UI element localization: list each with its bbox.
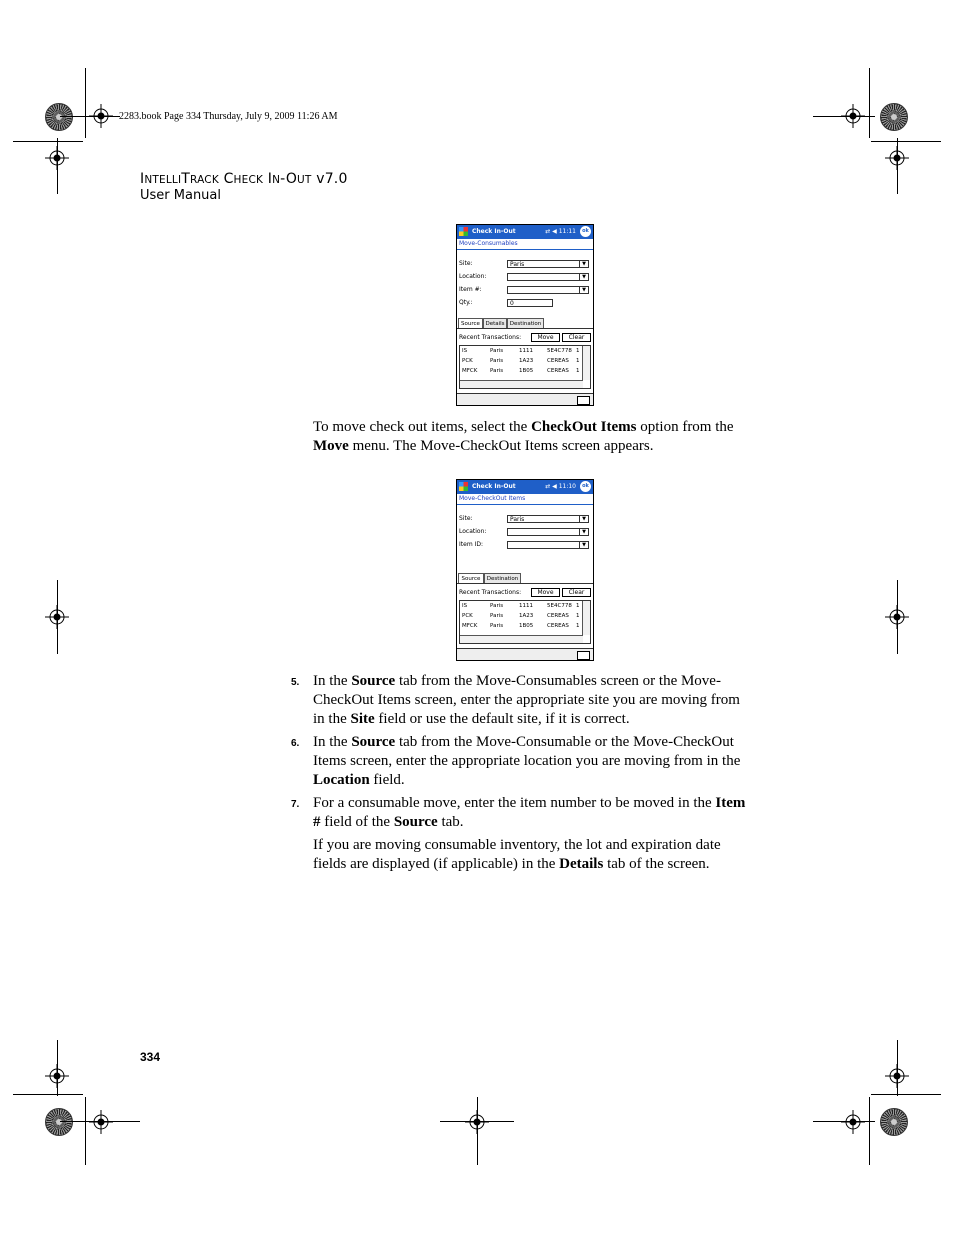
location-label: Location:	[459, 528, 487, 535]
registration-rosette-icon	[45, 1108, 73, 1136]
subtitle-divider	[457, 504, 593, 505]
item-number-label: Item #:	[459, 286, 482, 293]
horizontal-scrollbar[interactable]	[460, 635, 583, 643]
screen-subtitle: Move-CheckOut Items	[459, 495, 526, 502]
title-bar	[457, 480, 593, 494]
tab-details[interactable]: Details	[483, 318, 507, 328]
site-label: Site:	[459, 515, 473, 522]
qty-input[interactable]: 0	[507, 299, 553, 307]
registration-target-icon	[841, 1110, 865, 1134]
step-number: 6.	[291, 738, 300, 749]
item-id-select[interactable]	[507, 541, 589, 549]
device-screenshot-move-checkout-items	[456, 479, 594, 661]
location-select[interactable]	[507, 273, 589, 281]
site-select[interactable]: Paris ▼	[507, 515, 589, 523]
chevron-down-icon: ▼	[579, 261, 588, 267]
windows-start-icon	[459, 227, 468, 236]
move-button[interactable]: Move	[531, 333, 560, 342]
recent-transactions-list[interactable]: IS Paris 1111 5E4C778 1 PCK Paris 1A23 CEREAS 1 MFCK Paris 1B05 CEREAS 1	[459, 345, 591, 389]
location-select[interactable]	[507, 528, 589, 536]
screen-subtitle: Move-Consumables	[459, 240, 518, 247]
registration-target-icon	[89, 1110, 113, 1134]
app-title: Check In-Out	[472, 228, 516, 235]
site-select[interactable]: Paris ▼	[507, 260, 589, 268]
print-info: 2283.book Page 334 Thursday, July 9, 2009 11:26 AM	[119, 111, 338, 122]
registration-rosette-icon	[880, 1108, 908, 1136]
registration-rosette-icon	[880, 103, 908, 131]
windows-start-icon	[459, 482, 468, 491]
site-label: Site:	[459, 260, 473, 267]
status-indicators: ⇄ ◀ 11:11	[545, 228, 576, 235]
clear-button[interactable]: Clear	[562, 588, 591, 597]
step-6-text: In the Source tab from the Move-Consumable or the Move-CheckOut Items screen, enter the appropriate location you are moving from in the Location field.	[313, 734, 741, 788]
tab-strip	[457, 573, 593, 584]
title-bar	[457, 225, 593, 239]
paragraph-checkout-items: To move check out items, select the CheckOut Items option from the Move menu. The Move-CheckOut Items screen appears.	[313, 419, 734, 454]
tab-source[interactable]: Source	[458, 318, 483, 328]
horizontal-scrollbar[interactable]	[460, 380, 583, 388]
chevron-down-icon: ▼	[579, 287, 588, 293]
device-screenshot-move-consumables	[456, 224, 594, 406]
tab-source[interactable]: Source	[458, 573, 484, 583]
registration-rosette-icon	[45, 103, 73, 131]
crop-line	[813, 1121, 875, 1122]
vertical-scrollbar[interactable]	[582, 346, 590, 380]
registration-target-icon	[885, 605, 909, 629]
page-number: 334	[140, 1050, 161, 1064]
registration-target-icon	[885, 146, 909, 170]
step-number: 7.	[291, 799, 300, 810]
ok-button[interactable]: ok	[580, 481, 591, 492]
ok-button[interactable]: ok	[580, 226, 591, 237]
clear-button[interactable]: Clear	[562, 333, 591, 342]
recent-transactions-label: Recent Transactions:	[459, 589, 522, 596]
crop-line	[60, 116, 120, 117]
tab-destination[interactable]: Destination	[507, 318, 544, 328]
recent-transactions-label: Recent Transactions:	[459, 334, 522, 341]
vertical-scrollbar[interactable]	[582, 601, 590, 635]
keyboard-icon[interactable]	[577, 651, 590, 660]
crop-line	[813, 116, 875, 117]
chevron-down-icon: ▼	[579, 529, 588, 535]
app-title: Check In-Out	[472, 483, 516, 490]
registration-target-icon	[45, 146, 69, 170]
location-label: Location:	[459, 273, 487, 280]
move-button[interactable]: Move	[531, 588, 560, 597]
step-number: 5.	[291, 677, 300, 688]
chevron-down-icon: ▼	[579, 516, 588, 522]
running-header-subtitle: User Manual	[140, 188, 222, 203]
recent-transactions-list[interactable]: IS Paris 1111 5E4C778 1 PCK Paris 1A23 CEREAS 1 MFCK Paris 1B05 CEREAS 1	[459, 600, 591, 644]
item-id-label: Item ID:	[459, 541, 483, 548]
item-number-select[interactable]	[507, 286, 589, 294]
chevron-down-icon: ▼	[579, 274, 588, 280]
qty-label: Qty.:	[459, 299, 473, 306]
status-indicators: ⇄ ◀ 11:10	[545, 483, 576, 490]
tab-destination[interactable]: Destination	[484, 573, 521, 583]
crop-line	[60, 1121, 140, 1122]
step-7-text: For a consumable move, enter the item number to be moved in the Item # field of the Source tab.	[313, 795, 746, 830]
registration-target-icon	[45, 1064, 69, 1088]
registration-target-icon	[45, 605, 69, 629]
registration-target-icon	[885, 1064, 909, 1088]
tab-strip	[457, 318, 593, 329]
consumable-details-note: If you are moving consumable inventory, the lot and expiration date fields are displayed (if applicable) in the Details tab of the screen.	[313, 837, 721, 872]
command-bar	[457, 393, 593, 405]
command-bar	[457, 648, 593, 660]
running-header-title: INTELLITRACK CHECK IN-OUT v7.0	[140, 171, 348, 187]
subtitle-divider	[457, 249, 593, 250]
keyboard-icon[interactable]	[577, 396, 590, 405]
step-5-text: In the Source tab from the Move-Consumables screen or the Move- CheckOut Items screen, enter the appropriate site you are moving from in the Site field or use the default site, if it is correct.	[313, 673, 740, 727]
chevron-down-icon: ▼	[579, 542, 588, 548]
crop-line	[477, 1097, 478, 1165]
